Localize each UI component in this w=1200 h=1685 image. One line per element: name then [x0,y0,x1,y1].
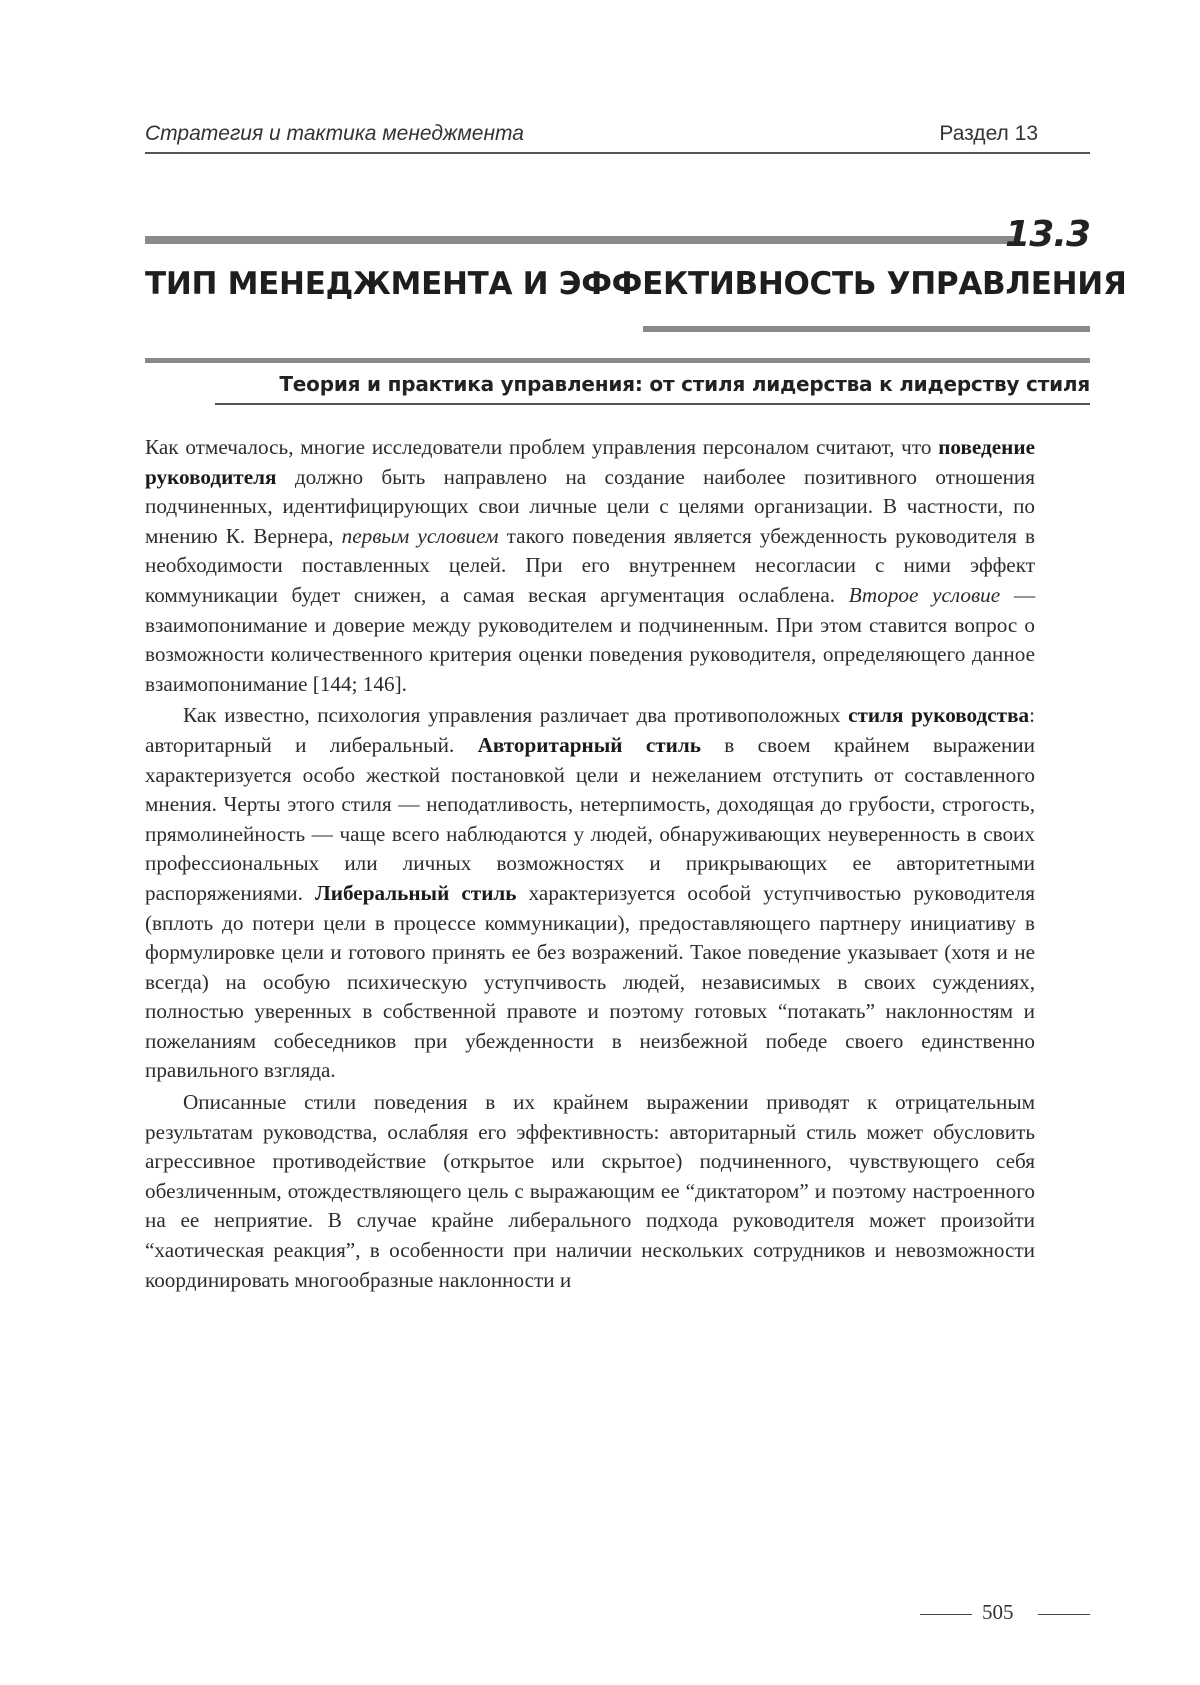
page-folio [920,1600,1090,1624]
p1-text-d: такого поведения является убежденность руководителя в необходимости поставленных целей. При его внутреннем несогласии с ними эффект коммуникации будет снижен, а самая веская аргументация ослаблена. [145,523,1035,607]
p1-text-e: — взаимопонимание и доверие между руководителем и подчиненным. При этом ставится вопрос о возможности количественного критерия оценки поведения руководителя, определяющего данное взаимопонимание [144; 146]. [145,582,1036,696]
p2-text-a: Как известно, психология управления различает два противоположных [183,703,849,728]
book-title: Стратегия и тактика менеджмента [145,122,524,145]
paragraph-2 [145,701,1035,1086]
folio-rule-left [920,1614,972,1615]
p1-bold-term: поведение руководителя [145,435,1035,489]
page-number: 505 [982,1600,1014,1624]
running-header [145,122,1090,154]
p2-text-e: характеризуется особой уступчивостью руководителя (вплоть до потери цели в процессе коммуникации), предоставляющего партнеру инициативу в формулировке цели и готового принять ее без возражений. Такое поведение указывает (хотя и не всегда) на особую психическую уступчивость людей, независимых в своих суждениях, полностью уверенных в собственной правоте и поэтому готовых “потакать” наклонностям и пожеланиям собеседников при убежденности в неизбежной победе своего единственно правильного взгляда. [145,880,1036,1083]
p1-italic-term-1: первым условием [341,523,499,548]
section-rule-long [145,236,1015,244]
subsection-rule-top [145,358,1090,363]
p3-text-a: Описанные стили поведения в их крайнем выражении приводят к отрицательным результатам руководства, ослабляя его эффективность: авторитарный стиль может обусловить агрессивное противодействие (открытое или скрытое) подчиненного, чувствующего себя обезличенным, отождествляющего цель с выражающим ее “диктатором” и поэтому настроенного на ее неприятие. В случае крайне либерального подхода руководителя может произойти “хаотическая реакция”, в особенности при наличии нескольких сотрудников и невозможности координировать многообразные наклонности и [145,1090,1035,1292]
section-title: ТИП МЕНЕДЖМЕНТА И ЭФФЕКТИВНОСТЬ УПРАВЛЕНИЯ [145,266,1127,302]
subsection-title: Теория и практика управления: от стиля лидерства к лидерству стиля [279,372,1090,396]
section-number: 13.3 [1005,214,1090,255]
p2-bold-term-1: стиля руководства [848,703,1030,728]
p1-text-a: Как отмечалось, многие исследователи проблем управления персоналом считают, что [145,435,939,459]
paragraph-3 [145,1088,1035,1295]
section-label: Раздел 13 [939,122,1038,145]
paragraph-1 [145,433,1035,699]
section-rule-short [643,326,1090,332]
p1-text-c: должно быть направлено на создание наиболее позитивного отношения подчиненных, идентифицирующих свои личные цели с целями организации. В частности, по мнению К. Вернера, [145,464,1035,548]
folio-rule-right [1038,1614,1090,1615]
p2-text-d: в своем крайнем выражении характеризуется особо жесткой постановкой цели и нежеланием отступить от составленного мнения. Черты этого стиля — неподатливость, нетерпимость, доходящая до грубости, строгость, прямолинейность — чаще всего наблюдаются у людей, обнаруживающих неуверенность в своих профессиональных или личных возможностях и прикрывающих ее авторитетными распоряжениями. [145,732,1035,905]
p2-text-c: : авторитарный и либеральный. [145,703,1035,757]
p2-bold-term-3: Либеральный стиль [314,880,517,905]
p2-bold-term-2: Авторитарный стиль [477,732,701,757]
body-text [145,433,1035,1297]
p1-italic-term-2: Второе условие [848,582,1001,607]
subsection-rule-bottom [215,403,1090,405]
